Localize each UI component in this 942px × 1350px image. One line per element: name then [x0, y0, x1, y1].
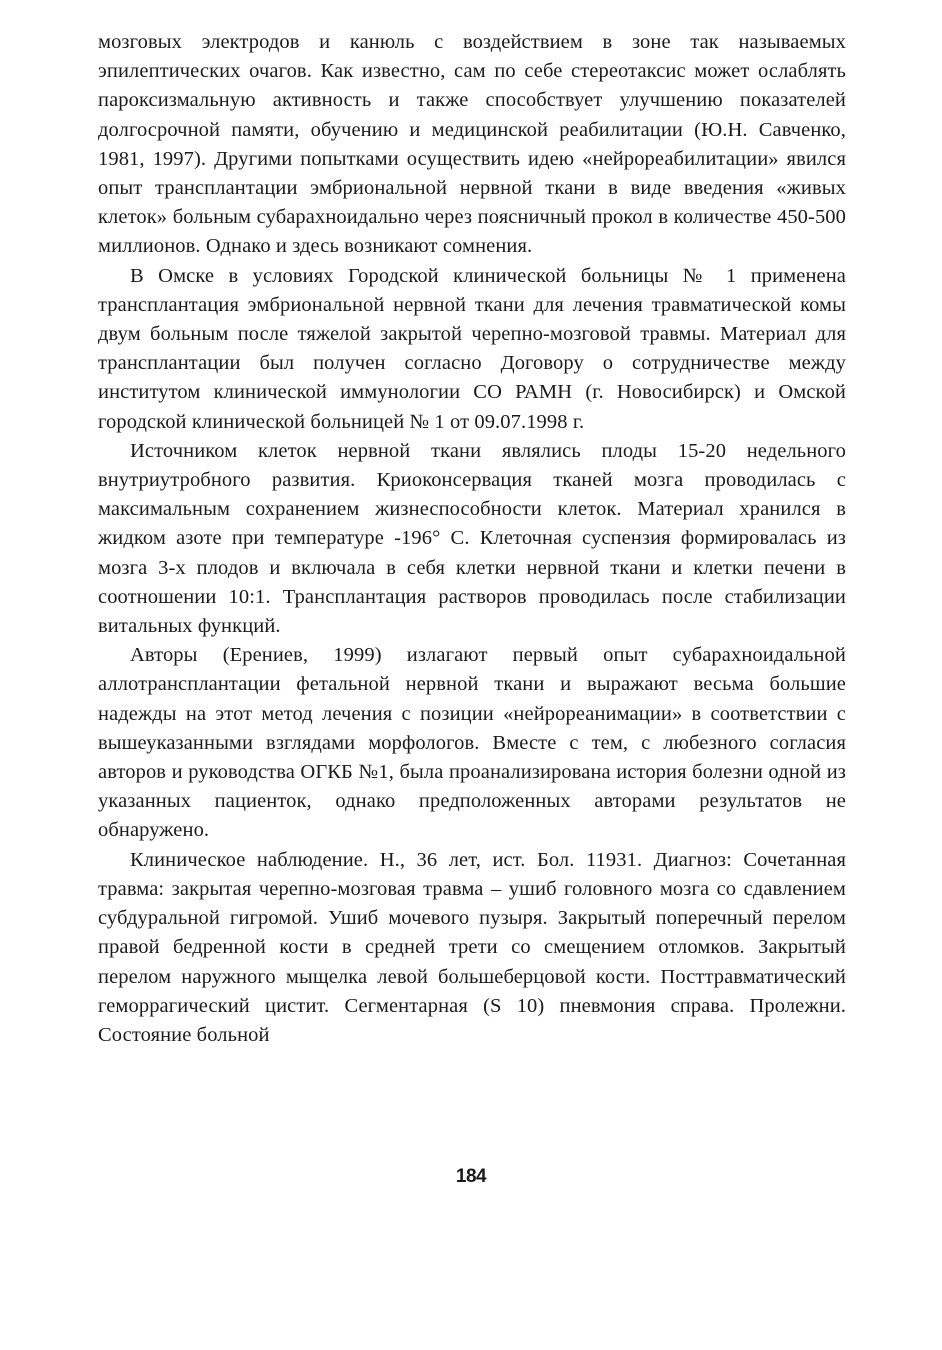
paragraph-2: В Омске в условиях Городской клинической больницы № 1 применена трансплантация эмбриональной нервной ткани для лечения травматической комы двум больным после тяжелой закрытой черепно-мозговой травмы. Материал для трансплантации был получен согласно Договору о сотрудничестве между институтом клинической иммунологии СО РАМН (г. Новосибирск) и Омской городской клинической больницей № 1 от 09.07.1998 г. [98, 264, 846, 433]
page-number: 184 [455, 1166, 487, 1187]
paragraph-3: Источником клеток нервной ткани являлись плоды 15-20 недельного внутриутробного развития. Криоконсервация тканей мозга проводилась с максимальным сохранением жизнеспособности клеток. Материал хранился в жидком азоте при температуре -196° С. Клеточная суспензия формировалась из мозга 3-х плодов и включала в себя клетки нервной ткани и клетки печени в соотношении 10:1. Трансплантация растворов проводилась после стабилизации витальных функций. [98, 439, 846, 638]
paragraph-1: мозговых электродов и канюль с воздействием в зоне так называемых эпилептических очагов. Как известно, сам по себе стереотаксис может ослаблять пароксизмальную активность и также способствует улучшению показателей долгосрочной памяти, обучению и медицинской реабилитации (Ю.Н. Савченко, 1981, 1997). Другими попытками осуществить идею «нейрореабилитации» явился опыт трансплантации эмбриональной нервной ткани в виде введения «живых клеток» больным субарахноидально через поясничный прокол в количестве 450-500 миллионов. Однако и здесь возникают сомнения. [98, 31, 846, 258]
paragraph-5: Клиническое наблюдение. Н., 36 лет, ист. Бол. 11931. Диагноз: Сочетанная травма: закрытая черепно-мозговая травма – ушиб головного мозга со сдавлением субдуральной гигромой. Ушиб мочевого пузыря. Закрытый поперечный перелом правой бедренной кости в средней трети со смещением отломков. Закрытый перелом наружного мыщелка левой большеберцовой кости. Посттравматический геморрагический цистит. Сегментарная (S 10) пневмония справа. Пролежни. Состояние больной [98, 848, 846, 1046]
paragraph-4: Авторы (Ерениев, 1999) излагают первый опыт субарахноидальной аллотрансплантации фетальной нервной ткани и выражают весьма большие надежды на этот метод лечения с позиции «нейрореанимации» в соответствии с вышеуказанными взглядами морфологов. Вместе с тем, с любезного согласия авторов и руководства ОГКБ №1, была проанализирована история болезни одной из указанных пациенток, однако предположенных авторами результатов не обнаружено. [98, 644, 846, 842]
body-text [98, 28, 846, 1050]
